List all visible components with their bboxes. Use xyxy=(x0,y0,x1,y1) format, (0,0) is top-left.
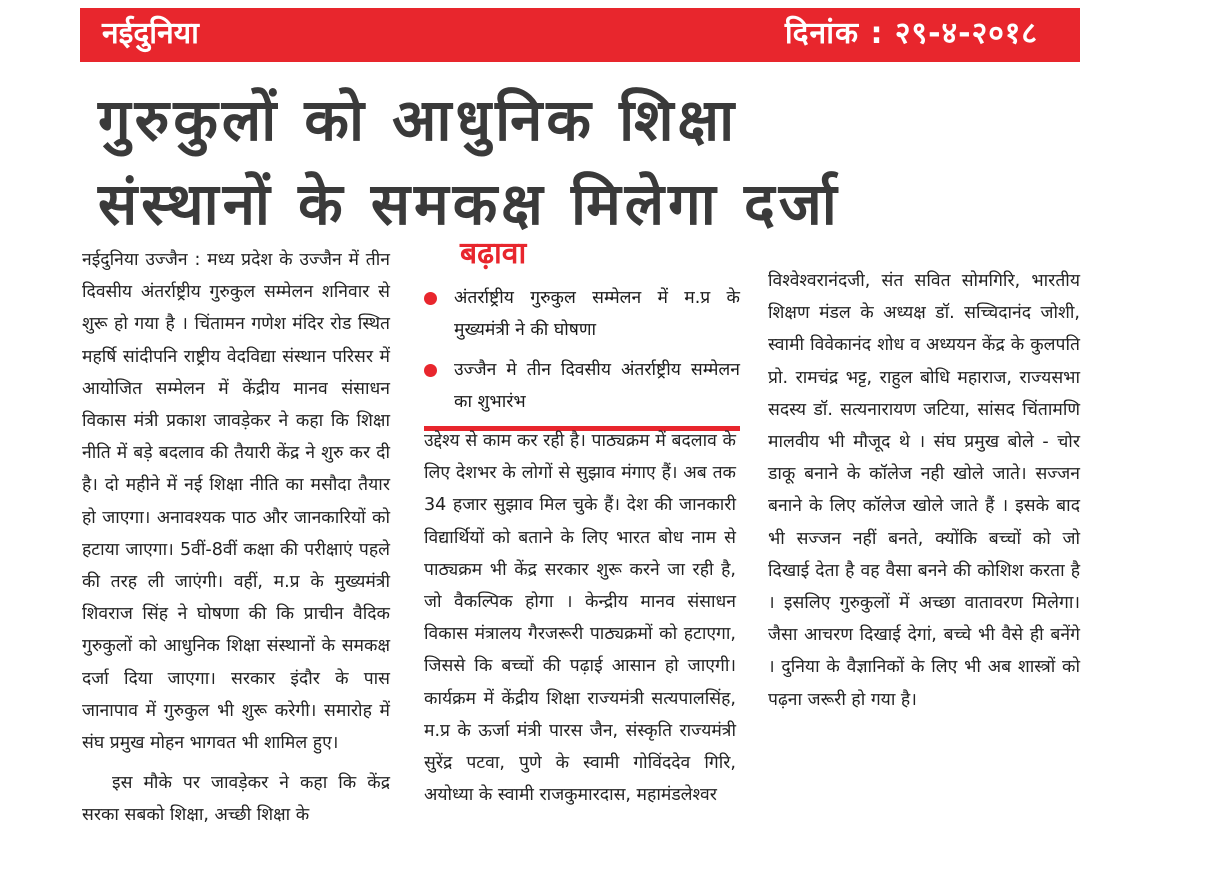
publication-date: दिनांक : २९-४-२०१८ xyxy=(784,16,1038,51)
red-bullet-icon xyxy=(424,292,437,305)
column-1-paragraph-1: नईदुनिया उज्जैन : मध्य प्रदेश के उज्जैन में तीन दिवसीय अंतर्राष्ट्रीय गुरुकुल सम्मेलन शनिवार से शुरू हो गया है । चिंतामन गणेश मंदिर रोड स्थित महर्षि सांदीपनि राष्ट्रीय वेदविद्या संस्थान परिसर में आयोजित सम्मेलन में केंद्रीय मानव संसाधन विकास मंत्री प्रकाश जावड़ेकर ने कहा कि शिक्षा नीति में बड़े बदलाव की तैयारी केंद्र ने शुरु कर दी है। दो महीने में नई शिक्षा नीति का मसौदा तैयार हो जाएगा। अनावश्यक पाठ और जानकारियों को हटाया जाएगा। 5वीं-8वीं कक्षा की परीक्षाएं पहले की तरह ली जाएंगी। वहीं, म.प्र के मुख्यमंत्री शिवराज सिंह ने घोषणा की कि प्राचीन वैदिक गुरुकुलों को आधुनिक शिक्षा संस्थानों के समकक्ष दर्जा दिया जाएगा। सरकार इंदौर के पास जानापाव में गुरुकुल भी शुरू करेगी। समारोह में संघ प्रमुख मोहन भागवत भी शामिल हुए। xyxy=(82,250,390,754)
highlight-kicker: बढ़ावा xyxy=(460,236,527,271)
highlight-bullet-list xyxy=(420,282,740,418)
newspaper-name: नईदुनिया xyxy=(102,16,199,51)
column-2-text: उद्देश्य से काम कर रही है। पाठ्यक्रम में बदलाव के लिए देशभर के लोगों से सुझाव मंगाए हैं। अब तक 34 हजार सुझाव मिल चुके हैं। देश की जानकारी विद्यार्थियों को बताने के लिए भारत बोध नाम से पाठ्यक्रम भी केंद्र सरकार शुरू करने जा रही है, जो वैकल्पिक होगा । केन्द्रीय मानव संसाधन विकास मंत्रालय गैरजरूरी पाठ्यक्रमों को हटाएगा, जिससे कि बच्चों की पढ़ाई आसान हो जाएगी। कार्यक्रम में केंद्रीय शिक्षा राज्यमंत्री सत्यपालसिंह, म.प्र के ऊर्जा मंत्री पारस जैन, संस्कृति राज्यमंत्री सुरेंद्र पटवा, पुणे के स्वामी गोविंददेव गिरि, अयोध्या के स्वामी राजकुमारदास, महामंडलेश्वर xyxy=(424,431,736,806)
article-column-1 xyxy=(82,244,390,832)
highlight-box xyxy=(420,232,740,431)
article-column-2 xyxy=(424,425,736,811)
highlight-bullet-text: अंतर्राष्ट्रीय गुरुकुल सम्मेलन में म.प्र के मुख्यमंत्री ने की घोषणा xyxy=(454,288,740,340)
article-headline xyxy=(98,78,1098,246)
headline-line-2: संस्थानों के समकक्ष मिलेगा दर्जा xyxy=(98,170,841,238)
masthead-banner xyxy=(80,8,1080,62)
column-1-paragraph-2: इस मौके पर जावड़ेकर ने कहा कि केंद्र सरका सबको शिक्षा, अच्छी शिक्षा के xyxy=(82,773,390,826)
article-column-3 xyxy=(768,265,1080,716)
highlight-bullet-item xyxy=(420,282,740,346)
headline-line-1: गुरुकुलों को आधुनिक शिक्षा xyxy=(98,86,739,154)
highlight-bullet-item xyxy=(420,354,740,418)
red-bullet-icon xyxy=(424,364,437,377)
column-3-text: विश्वेश्वरानंदजी, संत सवित सोमगिरि, भारतीय शिक्षण मंडल के अध्यक्ष डॉ. सच्चिदानंद जोशी, स्वामी विवेकानंद शोध व अध्ययन केंद्र के कुलपति प्रो. रामचंद्र भट्ट, राहुल बोधि महाराज, राज्यसभा सदस्य डॉ. सत्यनारायण जटिया, सांसद चिंतामणि मालवीय भी मौजूद थे । संघ प्रमुख बोले - चोर डाकू बनाने के कॉलेज नही खोले जाते। सज्जन बनाने के लिए कॉलेज खोले जाते हैं । इसके बाद भी सज्जन नहीं बनते, क्योंकि बच्चों को जो दिखाई देता है वह वैसा बनने की कोशिश करता है । इसलिए गुरुकुलों में अच्छा वातावरण मिलेगा। जैसा आचरण दिखाई देगां, बच्चे भी वैसे ही बनेंगे । दुनिया के वैज्ञानिकों के लिए भी अब शास्त्रों को पढ़ना जरूरी हो गया है। xyxy=(768,271,1080,710)
highlight-bullet-text: उज्जैन मे तीन दिवसीय अंतर्राष्ट्रीय सम्मेलन का शुभारंभ xyxy=(454,360,740,412)
